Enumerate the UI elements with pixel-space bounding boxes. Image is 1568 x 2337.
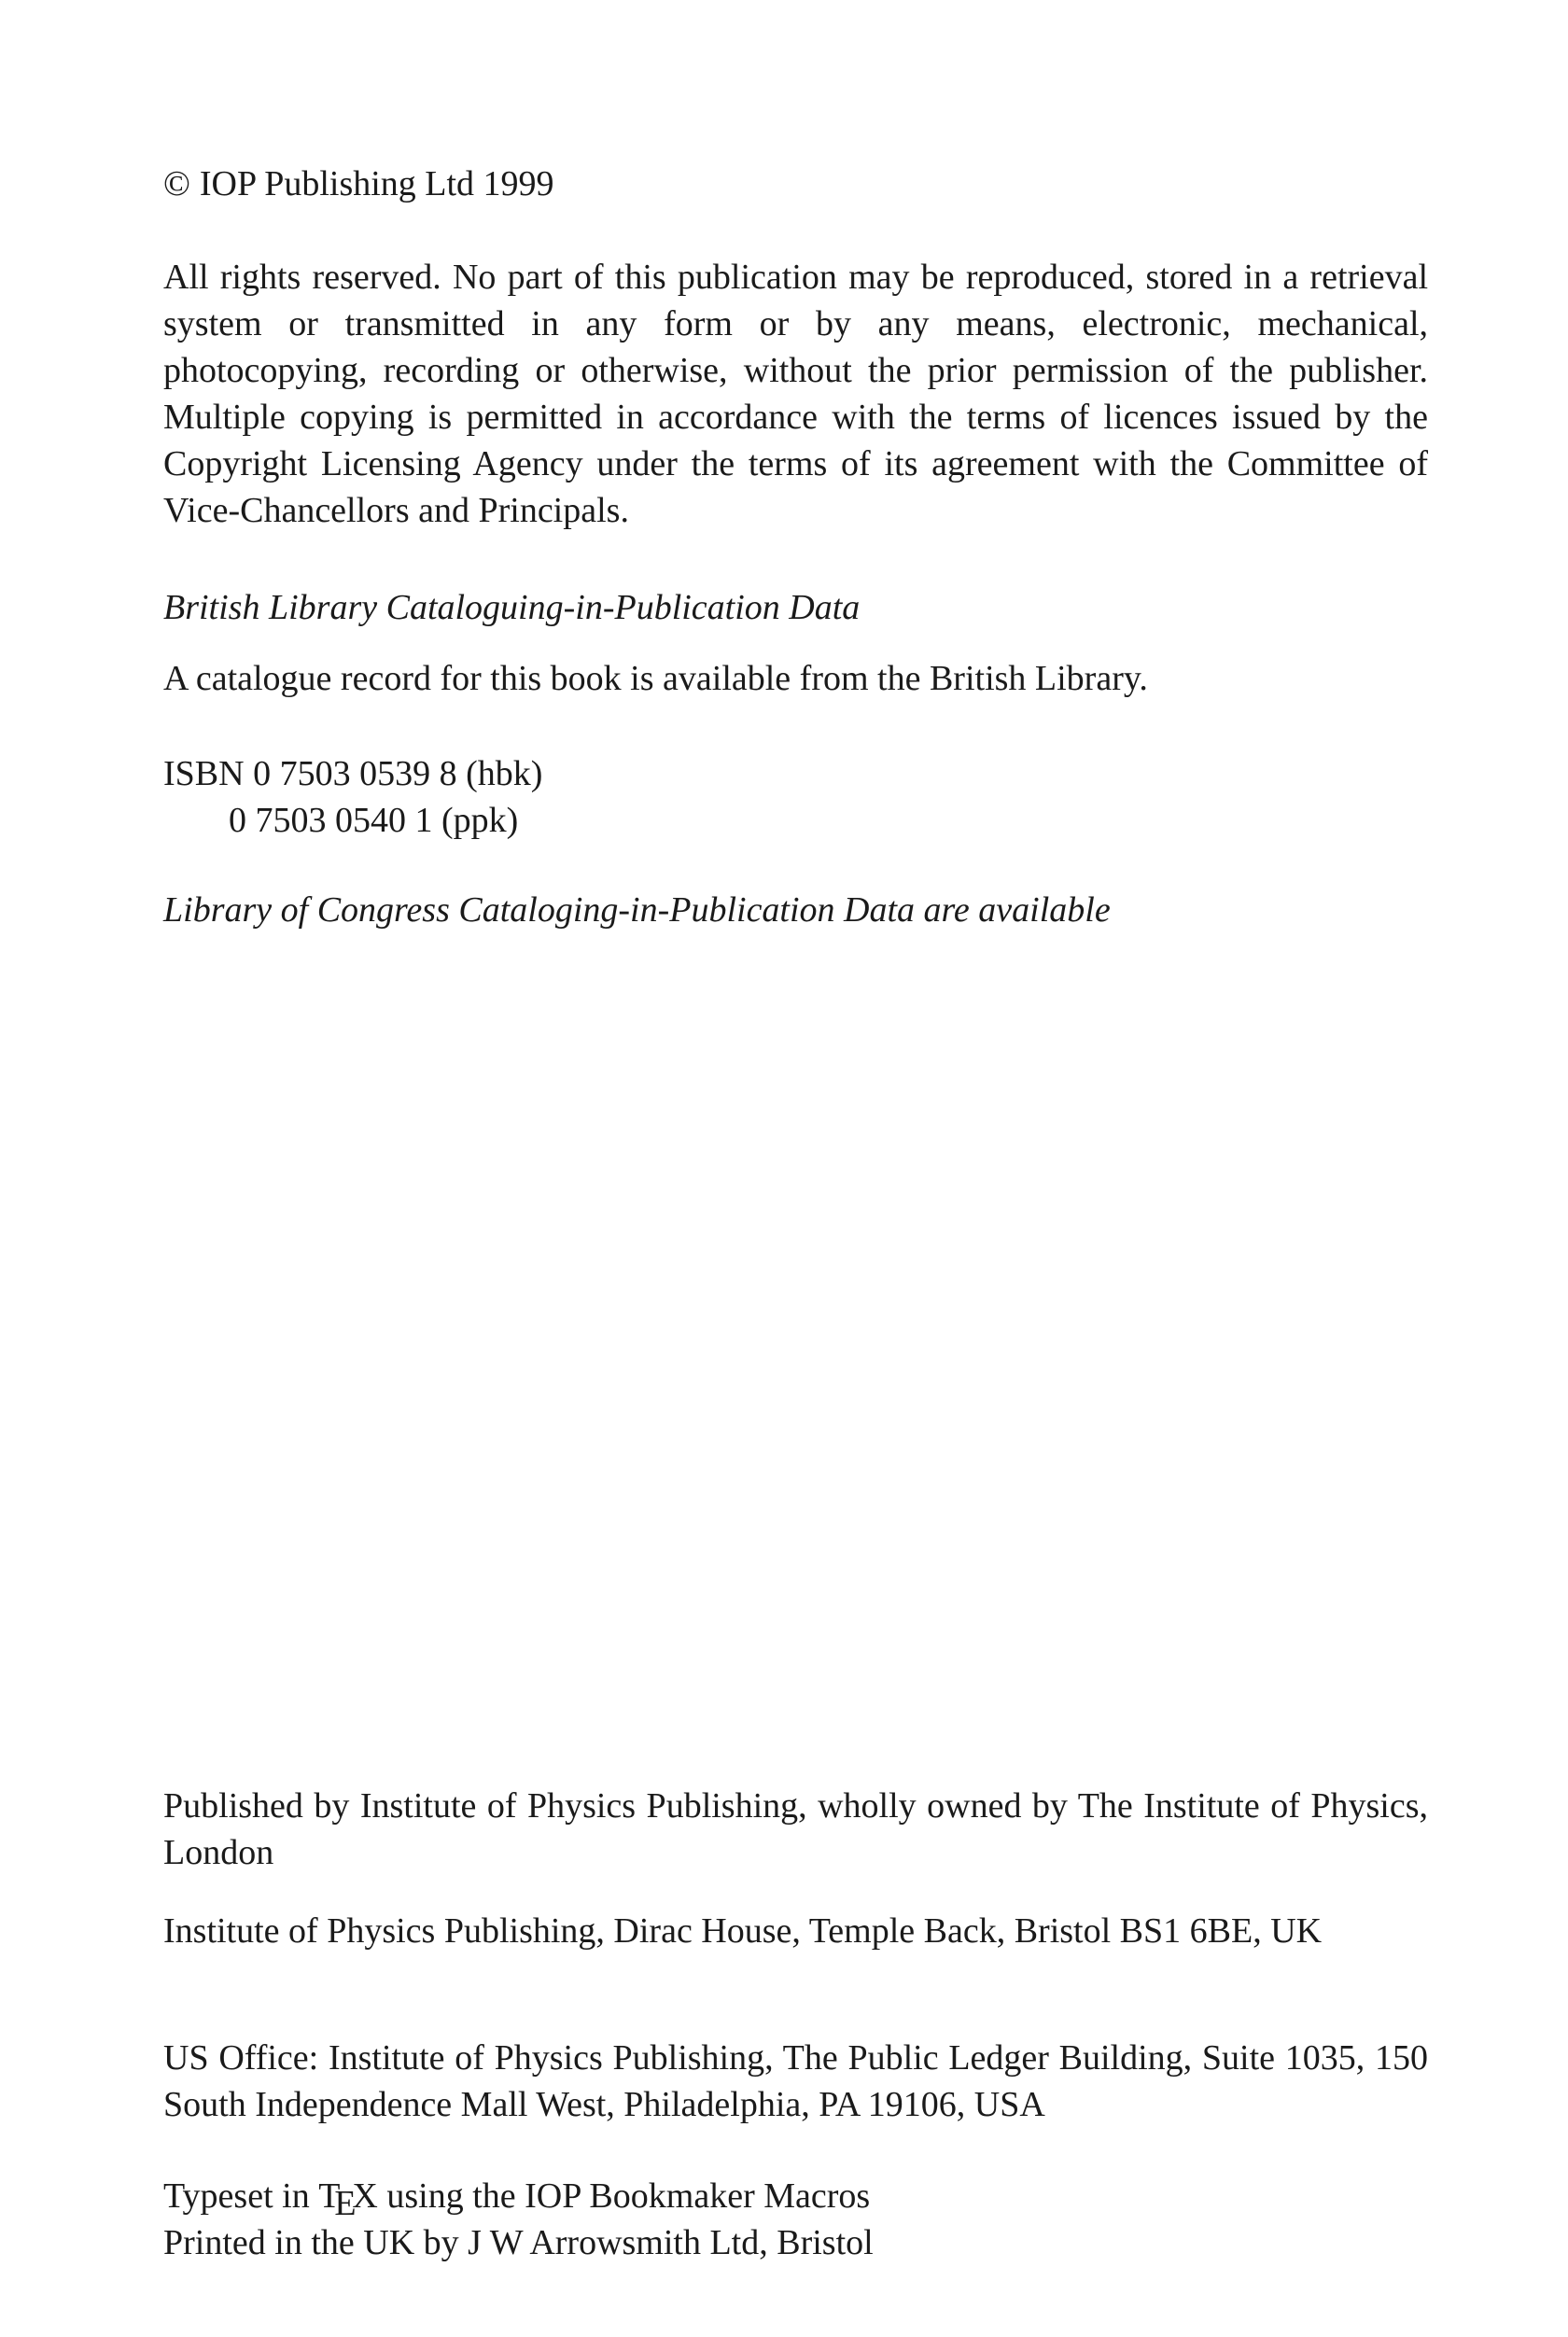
tex-logo: TEX — [318, 2176, 378, 2224]
copyright-line — [163, 161, 1428, 207]
published-by: Published by Institute of Physics Publishing, wholly owned by The Institute of Physics, London — [163, 1786, 1428, 1872]
typeset-block — [163, 2173, 1428, 2266]
typeset-suffix: using the IOP Bookmaker Macros — [386, 2176, 871, 2216]
publisher-address: Institute of Physics Publishing, Dirac House, Temple Back, Bristol BS1 6BE, UK — [163, 1911, 1323, 1951]
british-library-text: A catalogue record for this book is available from the British Library. — [163, 659, 1148, 698]
typeset-prefix: Typeset in — [163, 2176, 310, 2216]
copyright-text: IOP Publishing Ltd 1999 — [199, 164, 554, 203]
us-office-address: US Office: Institute of Physics Publishing, The Public Ledger Building, Suite 1035, 150 South Independence Mall West, Philadelphia, PA 19106, USA — [163, 2038, 1428, 2124]
copyright-symbol: © — [163, 164, 190, 203]
printed-line: Printed in the UK by J W Arrowsmith Ltd, Bristol — [163, 2223, 874, 2262]
typeset-line — [163, 2173, 1428, 2224]
isbn-ppk: 0 7503 0540 1 (ppk) — [229, 801, 519, 840]
british-library-label: British Library Cataloguing-in-Publication Data — [163, 588, 861, 627]
isbn-hbk: ISBN 0 7503 0539 8 (hbk) — [163, 754, 543, 793]
isbn-block — [163, 750, 1428, 844]
library-of-congress-text: Library of Congress Cataloging-in-Publication Data are available — [163, 890, 1111, 930]
rights-statement: All rights reserved. No part of this publication may be reproduced, stored in a retrieval system or transmitted in any form or by any means, electronic, mechanical, photocopying, recording or otherwise, without the prior permission of the publisher. Multiple copying is permitted in accordance with the terms of licences issued by the Copyright Licensing Agency under the terms of its agreement with the Committee of Vice-Chancellors and Principals. — [163, 258, 1428, 530]
